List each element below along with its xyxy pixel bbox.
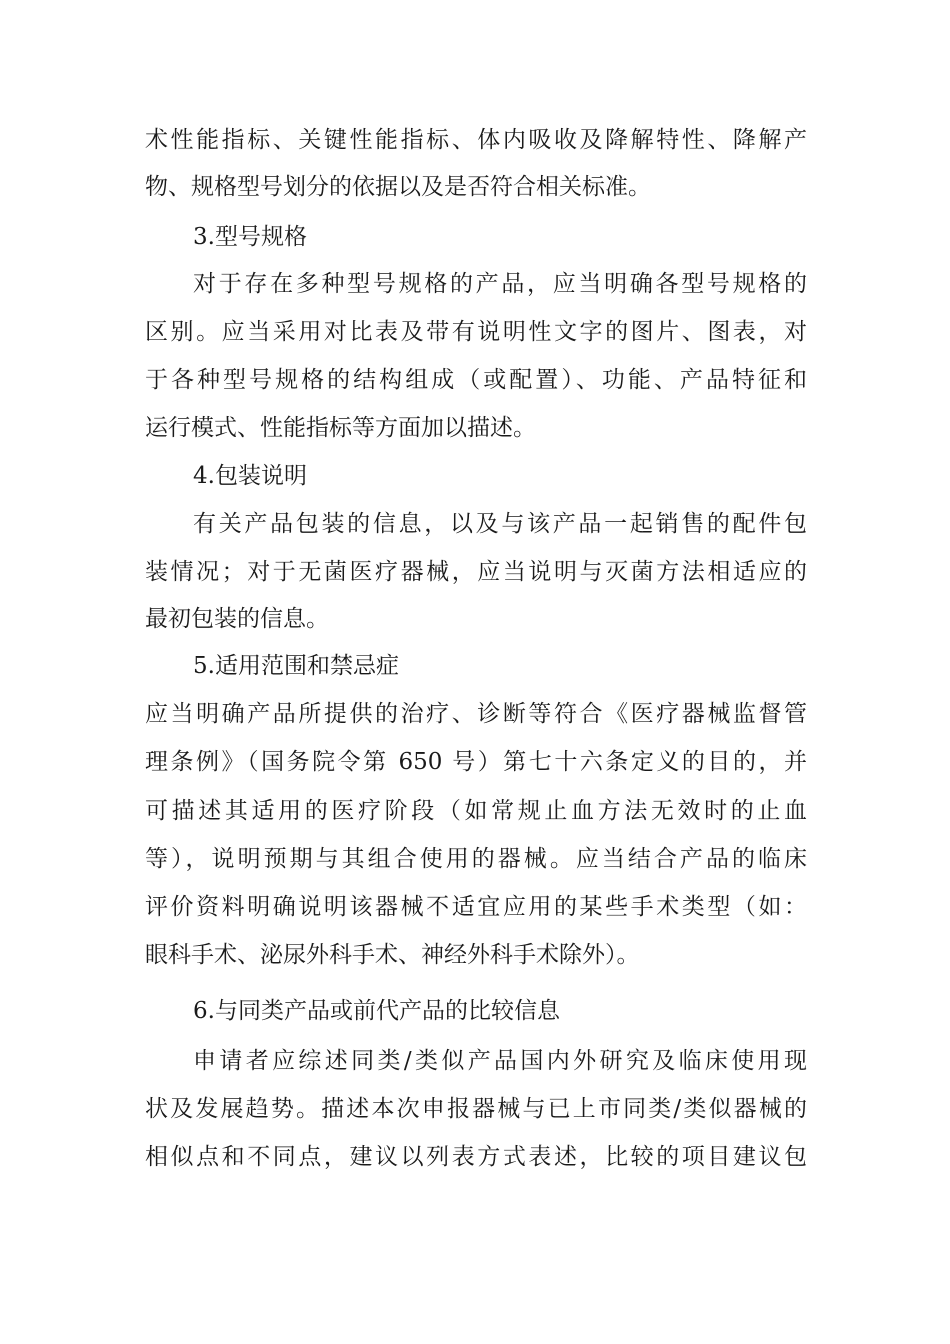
text-line: 申请者应综述同类/类似产品国内外研究及临床使用现 xyxy=(193,1048,807,1074)
text-line: 术性能指标、关键性能指标、体内吸收及降解特性、降解产 xyxy=(145,127,807,153)
text-line: 评价资料明确说明该器械不适宜应用的某些手术类型（如： xyxy=(145,894,807,920)
text-line: 物、规格型号划分的依据以及是否符合相关标准。 xyxy=(145,174,651,200)
text-line: 等），说明预期与其组合使用的器械。应当结合产品的临床 xyxy=(145,846,807,872)
text-line: 装情况；对于无菌医疗器械，应当说明与灭菌方法相适应的 xyxy=(145,559,807,585)
section-heading: 5.适用范围和禁忌症 xyxy=(193,653,399,679)
text-line: 区别。应当采用对比表及带有说明性文字的图片、图表，对 xyxy=(145,319,807,345)
text-line: 状及发展趋势。描述本次申报器械与已上市同类/类似器械的 xyxy=(145,1096,807,1122)
section-heading: 4.包装说明 xyxy=(193,463,307,489)
text-line: 理条例》（国务院令第 650 号）第七十六条定义的目的，并 xyxy=(145,749,807,775)
section-heading: 3.型号规格 xyxy=(193,224,307,250)
section-heading: 6.与同类产品或前代产品的比较信息 xyxy=(193,998,560,1024)
text-line: 最初包装的信息。 xyxy=(145,606,329,632)
text-line: 于各种型号规格的结构组成（或配置）、功能、产品特征和 xyxy=(145,367,807,393)
text-line: 对于存在多种型号规格的产品，应当明确各型号规格的 xyxy=(193,271,807,297)
text-line: 有关产品包装的信息，以及与该产品一起销售的配件包 xyxy=(193,511,807,537)
text-line: 眼科手术、泌尿外科手术、神经外科手术除外）。 xyxy=(145,942,640,968)
text-line: 相似点和不同点，建议以列表方式表述，比较的项目建议包 xyxy=(145,1144,807,1170)
text-line: 应当明确产品所提供的治疗、诊断等符合《医疗器械监督管 xyxy=(145,701,807,727)
text-line: 可描述其适用的医疗阶段（如常规止血方法无效时的止血 xyxy=(145,798,807,824)
text-line: 运行模式、性能指标等方面加以描述。 xyxy=(145,415,536,441)
